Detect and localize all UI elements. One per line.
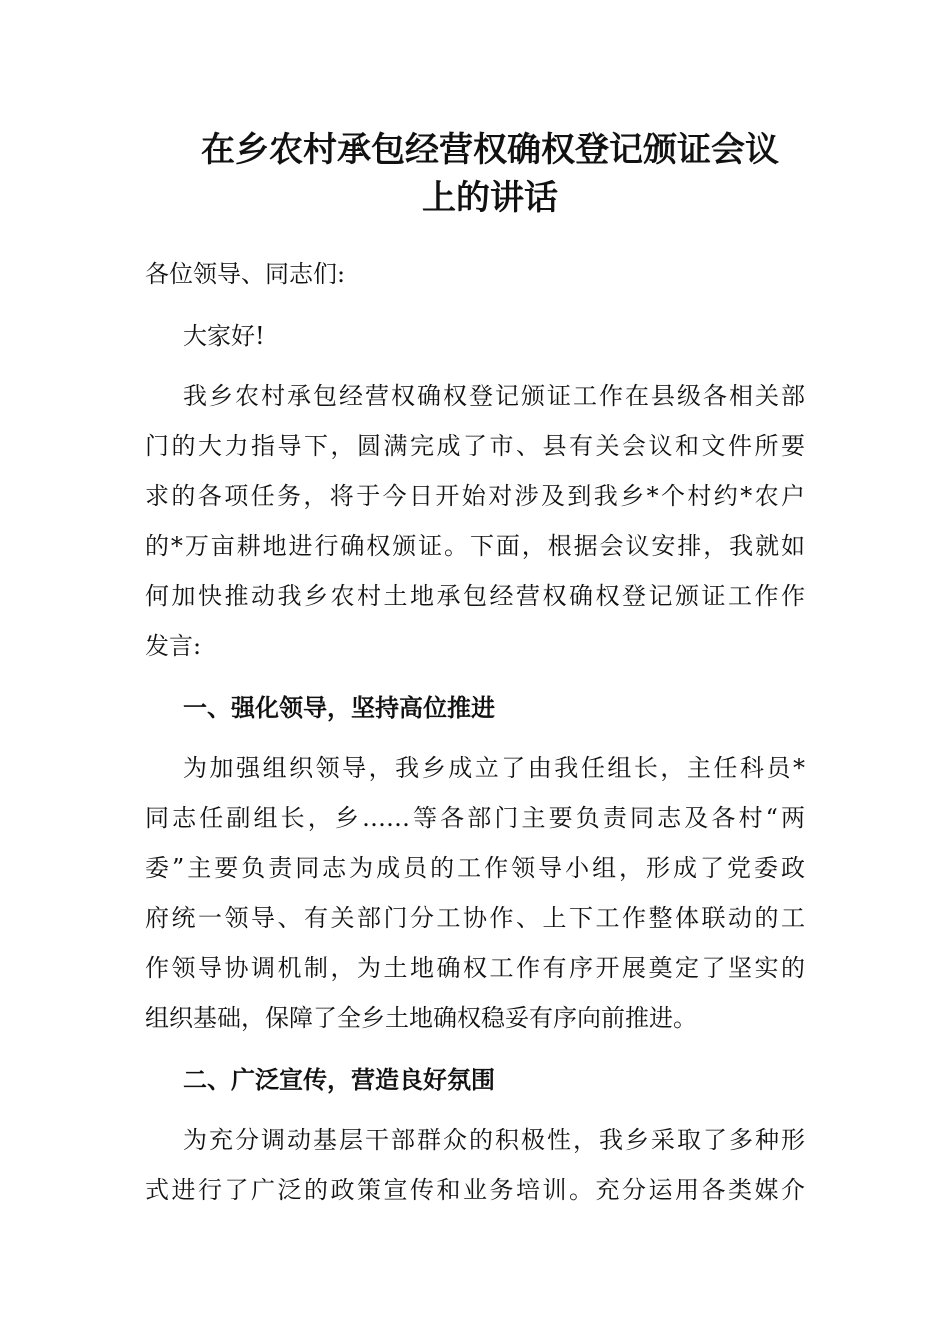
document-title-line-1: 在乡农村承包经营权确权登记颁证会议 <box>201 130 779 170</box>
intro-paragraph-line: 发言: <box>145 632 202 660</box>
section-2-paragraph-line: 为充分调动基层干部群众的积极性，我乡采取了多种形 <box>183 1126 805 1154</box>
section-1-heading: 一、强化领导，坚持高位推进 <box>183 694 495 722</box>
section-2-paragraph-line: 式进行了广泛的政策宣传和业务培训。充分运用各类媒介 <box>145 1176 805 1204</box>
intro-paragraph-line: 门的大力指导下，圆满完成了市、县有关会议和文件所要 <box>145 432 805 460</box>
document-title-line-2: 上的讲话 <box>422 178 558 218</box>
section-1-paragraph-line: 组织基础，保障了全乡土地确权稳妥有序向前推进。 <box>145 1004 697 1032</box>
intro-paragraph-line: 我乡农村承包经营权确权登记颁证工作在县级各相关部 <box>183 382 805 410</box>
section-1-paragraph-line: 府统一领导、有关部门分工协作、上下工作整体联动的工 <box>145 904 805 932</box>
salutation: 各位领导、同志们: <box>145 260 346 288</box>
intro-paragraph-line: 何加快推动我乡农村土地承包经营权确权登记颁证工作作 <box>145 582 805 610</box>
section-1-paragraph-line: 同志任副组长，乡……等各部门主要负责同志及各村“两 <box>145 804 805 832</box>
intro-paragraph-line: 的*万亩耕地进行确权颁证。下面，根据会议安排，我就如 <box>145 532 805 560</box>
greeting: 大家好! <box>183 322 265 350</box>
intro-paragraph-line: 求的各项任务，将于今日开始对涉及到我乡*个村约*农户 <box>145 482 805 510</box>
section-1-paragraph-line: 作领导协调机制，为土地确权工作有序开展奠定了坚实的 <box>145 954 805 982</box>
section-1-paragraph-line: 委”主要负责同志为成员的工作领导小组，形成了党委政 <box>145 854 805 882</box>
section-2-heading: 二、广泛宣传，营造良好氛围 <box>183 1066 495 1094</box>
section-1-paragraph-line: 为加强组织领导，我乡成立了由我任组长，主任科员* <box>183 754 805 782</box>
